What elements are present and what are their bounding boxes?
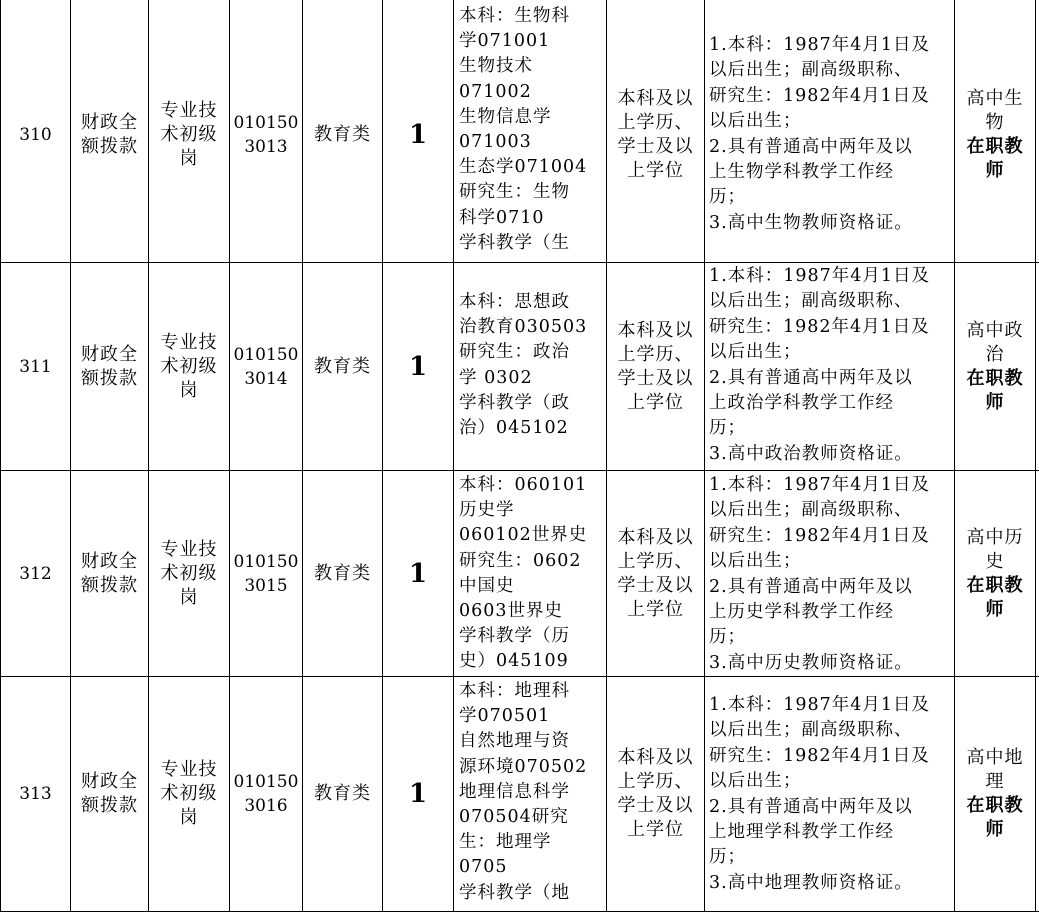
remark-line: 理 <box>985 771 1005 792</box>
major-line: 中国史 <box>459 575 515 596</box>
education-line: 上学位 <box>627 391 684 413</box>
requirements-cell <box>709 264 953 467</box>
requirement-line: 1.本科：1987年4月1日及 <box>709 475 931 495</box>
category-text: 教育类 <box>314 562 371 584</box>
education-line: 上学历、 <box>617 771 694 792</box>
seq-cell <box>1 677 70 911</box>
seq-number: 313 <box>19 784 52 804</box>
education-line: 上学位 <box>627 598 684 620</box>
requirement-line: 研究生：1982年4月1日及 <box>709 525 930 546</box>
post-line: 术初级 <box>160 562 218 584</box>
remark-line: 史 <box>985 550 1005 572</box>
seq-number: 312 <box>19 563 52 584</box>
code-line: 3015 <box>244 575 288 596</box>
requirement-line: 历； <box>709 627 746 648</box>
requirement-line: 上地理学科教学工作经 <box>709 822 894 843</box>
major-line: 生：地理学 <box>459 832 552 853</box>
post-line: 岗 <box>179 148 199 169</box>
education-line: 本科及以 <box>617 526 694 548</box>
remark-line: 高中地 <box>966 747 1024 768</box>
major-line: 0603世界史 <box>459 601 564 622</box>
count-number: 1 <box>408 120 428 150</box>
major-line: 研究生：0602 <box>459 550 582 571</box>
requirement-line: 历； <box>709 187 746 208</box>
major-line: 自然地理与资 <box>459 731 570 752</box>
major-line: 源环境070502 <box>459 756 588 777</box>
major-line: 0705 <box>459 857 508 878</box>
major-line: 071003 <box>459 132 532 153</box>
requirement-line: 以后出生； <box>709 111 802 132</box>
requirement-line: 1.本科：1987年4月1日及 <box>709 35 931 55</box>
funding-line: 财政全 <box>81 343 138 365</box>
requirement-line: 以后出生；副高级职称、 <box>709 291 913 312</box>
major-line: 学科教学（地 <box>459 882 570 903</box>
major-line: 060102世界史 <box>459 525 588 546</box>
code-line: 3013 <box>244 137 288 157</box>
funding-line: 财政全 <box>81 771 138 792</box>
requirement-line: 研究生：1982年4月1日及 <box>709 745 930 766</box>
remark-cell <box>955 263 1035 470</box>
count-cell <box>383 471 453 676</box>
row-rule <box>0 911 1039 912</box>
post-line: 岗 <box>179 807 199 828</box>
major-line: 研究生：生物 <box>459 182 570 203</box>
major-line: 学科教学（政 <box>459 392 570 413</box>
requirement-line: 1.本科：1987年4月1日及 <box>709 695 931 715</box>
funding-line: 额拨款 <box>81 795 138 816</box>
requirement-line: 3.高中政治教师资格证。 <box>709 443 913 464</box>
requirement-line: 以后出生； <box>709 551 802 572</box>
major-line: 史）045109 <box>459 651 569 672</box>
code-line: 010150 <box>233 551 299 572</box>
major-cell <box>459 4 604 260</box>
funding-line: 额拨款 <box>81 136 138 157</box>
count-cell <box>383 677 453 911</box>
requirement-line: 以后出生； <box>709 342 802 363</box>
education-cell <box>607 0 704 262</box>
major-line: 地理信息科学 <box>459 781 570 802</box>
count-cell <box>383 263 453 470</box>
post-cell <box>149 677 229 911</box>
funding-cell <box>71 263 148 470</box>
code-cell <box>230 471 302 676</box>
education-cell <box>607 677 704 911</box>
major-cell <box>459 473 604 675</box>
post-line: 岗 <box>179 586 199 608</box>
major-line: 学 0302 <box>459 367 533 388</box>
code-line: 010150 <box>233 344 299 365</box>
funding-cell <box>71 677 148 911</box>
post-cell <box>149 0 229 262</box>
requirement-line: 以后出生；副高级职称、 <box>709 720 913 741</box>
count-number: 1 <box>408 558 428 589</box>
major-line: 学071001 <box>459 31 551 52</box>
code-line: 010150 <box>233 113 299 133</box>
category-text: 教育类 <box>314 124 371 145</box>
column-rule <box>453 0 454 912</box>
requirement-line: 以后出生； <box>709 771 802 792</box>
funding-line: 额拨款 <box>81 367 138 389</box>
column-rule <box>1035 0 1036 912</box>
education-cell <box>607 471 704 676</box>
code-line: 3014 <box>244 368 288 389</box>
requirements-cell <box>709 473 953 676</box>
category-cell <box>303 263 382 470</box>
post-line: 岗 <box>179 379 199 401</box>
seq-cell <box>1 471 70 676</box>
remark-cell <box>955 471 1035 676</box>
post-line: 专业技 <box>160 759 218 780</box>
remark-emphasis: 在职教 <box>966 136 1024 157</box>
requirement-line: 3.高中历史教师资格证。 <box>709 652 913 673</box>
major-line: 071002 <box>459 81 532 102</box>
requirement-line: 2.具有普通高中两年及以 <box>709 367 913 388</box>
major-line: 学070501 <box>459 706 551 727</box>
education-line: 本科及以 <box>617 747 694 768</box>
post-cell <box>149 263 229 470</box>
major-line: 本科：生物科 <box>459 6 570 26</box>
funding-line: 财政全 <box>81 112 138 133</box>
education-line: 本科及以 <box>617 88 694 109</box>
major-line: 本科：060101 <box>459 475 588 495</box>
remark-line: 高中历 <box>966 526 1024 548</box>
funding-line: 额拨款 <box>81 574 138 596</box>
education-line: 上学位 <box>627 819 684 840</box>
education-cell <box>607 263 704 470</box>
post-line: 专业技 <box>160 538 218 560</box>
remark-line: 高中政 <box>966 319 1024 341</box>
code-line: 3016 <box>244 796 288 816</box>
requirements-cell <box>709 693 953 896</box>
education-line: 学士及以 <box>617 574 694 596</box>
remark-emphasis: 师 <box>985 391 1005 413</box>
count-number: 1 <box>408 779 428 809</box>
education-line: 上学历、 <box>617 550 694 572</box>
funding-cell <box>71 0 148 262</box>
requirement-line: 3.高中地理教师资格证。 <box>709 872 913 893</box>
count-number: 1 <box>408 351 428 382</box>
remark-emphasis: 师 <box>985 598 1005 620</box>
major-cell <box>459 290 604 468</box>
major-line: 070504研究 <box>459 807 569 828</box>
category-text: 教育类 <box>314 355 371 377</box>
major-line: 研究生：政治 <box>459 342 570 363</box>
requirement-line: 上生物学科教学工作经 <box>709 162 894 183</box>
major-line: 历史学 <box>459 500 515 521</box>
major-line: 生态学071004 <box>459 157 588 178</box>
post-cell <box>149 471 229 676</box>
remark-line: 治 <box>985 343 1005 365</box>
requirement-line: 历； <box>709 418 746 439</box>
major-line: 学科教学（历 <box>459 626 570 647</box>
post-line: 专业技 <box>160 331 218 353</box>
seq-number: 311 <box>19 356 52 377</box>
requirements-cell <box>709 33 953 236</box>
category-cell <box>303 471 382 676</box>
remark-cell <box>955 0 1035 262</box>
major-line: 科学0710 <box>459 207 545 228</box>
requirement-line: 历； <box>709 847 746 868</box>
education-line: 上学历、 <box>617 112 694 133</box>
requirement-line: 1.本科：1987年4月1日及 <box>709 266 931 286</box>
requirement-line: 3.高中生物教师资格证。 <box>709 212 913 233</box>
education-line: 学士及以 <box>617 367 694 389</box>
post-line: 术初级 <box>160 783 218 804</box>
requirement-line: 研究生：1982年4月1日及 <box>709 316 930 337</box>
code-cell <box>230 0 302 262</box>
major-line: 本科：地理科 <box>459 681 570 701</box>
requirement-line: 以后出生；副高级职称、 <box>709 500 913 521</box>
education-line: 本科及以 <box>617 319 694 341</box>
category-cell <box>303 677 382 911</box>
education-line: 上学位 <box>627 160 684 181</box>
remark-cell <box>955 677 1035 911</box>
major-line: 本科：思想政 <box>459 292 570 312</box>
requirement-line: 2.具有普通高中两年及以 <box>709 796 913 817</box>
code-cell <box>230 677 302 911</box>
remark-emphasis: 在职教 <box>966 795 1024 816</box>
funding-cell <box>71 471 148 676</box>
requirement-line: 以后出生；副高级职称、 <box>709 60 913 81</box>
education-line: 学士及以 <box>617 795 694 816</box>
category-cell <box>303 0 382 262</box>
remark-line: 高中生 <box>966 88 1024 109</box>
count-cell <box>383 0 453 262</box>
column-rule <box>704 0 705 912</box>
post-line: 术初级 <box>160 355 218 377</box>
remark-emphasis: 在职教 <box>966 367 1024 389</box>
remark-line: 物 <box>985 112 1005 133</box>
requirement-line: 2.具有普通高中两年及以 <box>709 136 913 157</box>
requirement-line: 上历史学科教学工作经 <box>709 602 894 623</box>
requirement-line: 研究生：1982年4月1日及 <box>709 85 930 106</box>
major-line: 生物信息学 <box>459 106 552 127</box>
category-text: 教育类 <box>314 783 371 804</box>
remark-emphasis: 师 <box>985 160 1005 181</box>
requirement-line: 2.具有普通高中两年及以 <box>709 576 913 597</box>
remark-emphasis: 师 <box>985 819 1005 840</box>
major-line: 治）045102 <box>459 418 569 439</box>
major-line: 生物技术 <box>459 56 533 77</box>
funding-line: 财政全 <box>81 550 138 572</box>
major-cell <box>459 679 604 910</box>
seq-cell <box>1 0 70 262</box>
code-cell <box>230 263 302 470</box>
requirement-line: 上政治学科教学工作经 <box>709 393 894 414</box>
major-line: 学科教学（生 <box>459 232 570 253</box>
major-line: 治教育030503 <box>459 317 588 338</box>
code-line: 010150 <box>233 772 299 792</box>
remark-emphasis: 在职教 <box>966 574 1024 596</box>
post-line: 专业技 <box>160 100 218 121</box>
post-line: 术初级 <box>160 124 218 145</box>
seq-number: 310 <box>19 125 52 145</box>
seq-cell <box>1 263 70 470</box>
education-line: 学士及以 <box>617 136 694 157</box>
education-line: 上学历、 <box>617 343 694 365</box>
